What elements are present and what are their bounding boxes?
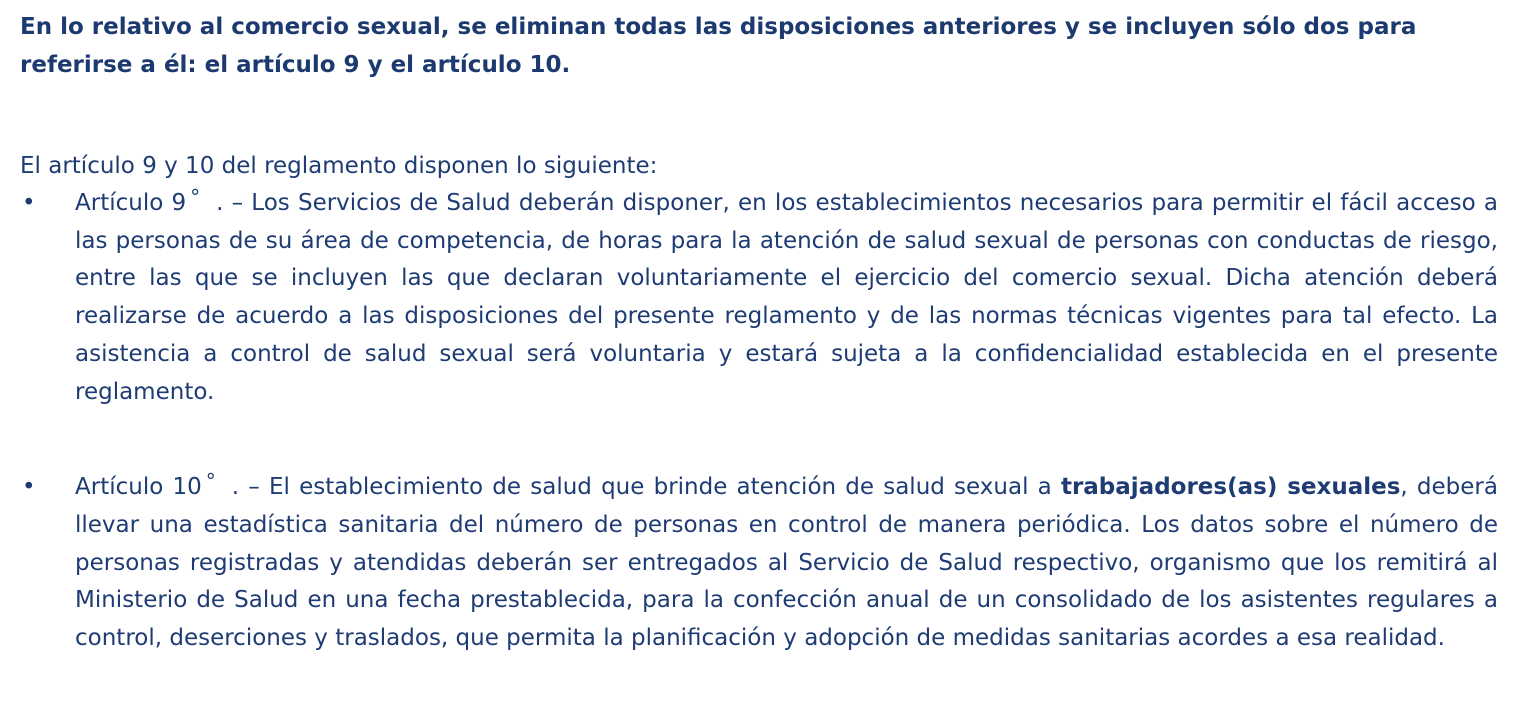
articles-list [20, 185, 1498, 658]
degree-symbol: ° [190, 185, 201, 209]
intro-paragraph: En lo relativo al comercio sexual, se eliminan todas las disposiciones anteriores y se incluyen sólo dos para referirse a él: el artículo 9 y el artículo 10. [20, 14, 1417, 78]
list-item-article-10 [20, 469, 1498, 658]
article-10-text-after: , deberá llevar una estadística sanitaria del número de personas en control de manera periódica. Los datos sobre el número de personas registradas y atendidas deberán ser entregados al Servicio de Salud respectivo, organismo que los remitirá al Ministerio de Salud en una fecha prestablecida, para la confección anual de un consolidado de los asistentes regulares a control, deserciones y traslados, que permita la planificación y adopción de medidas sanitarias acordes a esa realidad. [75, 474, 1498, 652]
article-10-text-before: . – El establecimiento de salud que brinde atención de salud sexual a [231, 474, 1061, 501]
article-9-text: . – Los Servicios de Salud deberán disponer, en los establecimientos necesarios para permitir el fácil acceso a las personas de su área de competencia, de horas para la atención de salud sexual de personas con conductas de riesgo, entre las que se incluyen las que declaran voluntariamente el ejercicio del comercio sexual. Dicha atención deberá realizarse de acuerdo a las disposiciones del presente reglamento y de las normas técnicas vigentes para tal efecto. La asistencia a control de salud sexual será voluntaria y estará sujeta a la confidencialidad establecida en el presente reglamento. [75, 190, 1498, 405]
degree-symbol: ° [205, 469, 216, 494]
bullet-icon: • [22, 474, 36, 501]
list-item-article-9 [20, 185, 1498, 411]
article-10-bold-term: trabajadores(as) sexuales [1060, 474, 1401, 501]
lead-paragraph: El artículo 9 y 10 del reglamento disponen lo siguiente: [20, 153, 658, 179]
document-page [20, 8, 1498, 658]
article-10-heading: Artículo 10 [75, 474, 202, 501]
bullet-icon: • [22, 190, 36, 216]
article-9-heading: Artículo 9 [75, 190, 187, 216]
